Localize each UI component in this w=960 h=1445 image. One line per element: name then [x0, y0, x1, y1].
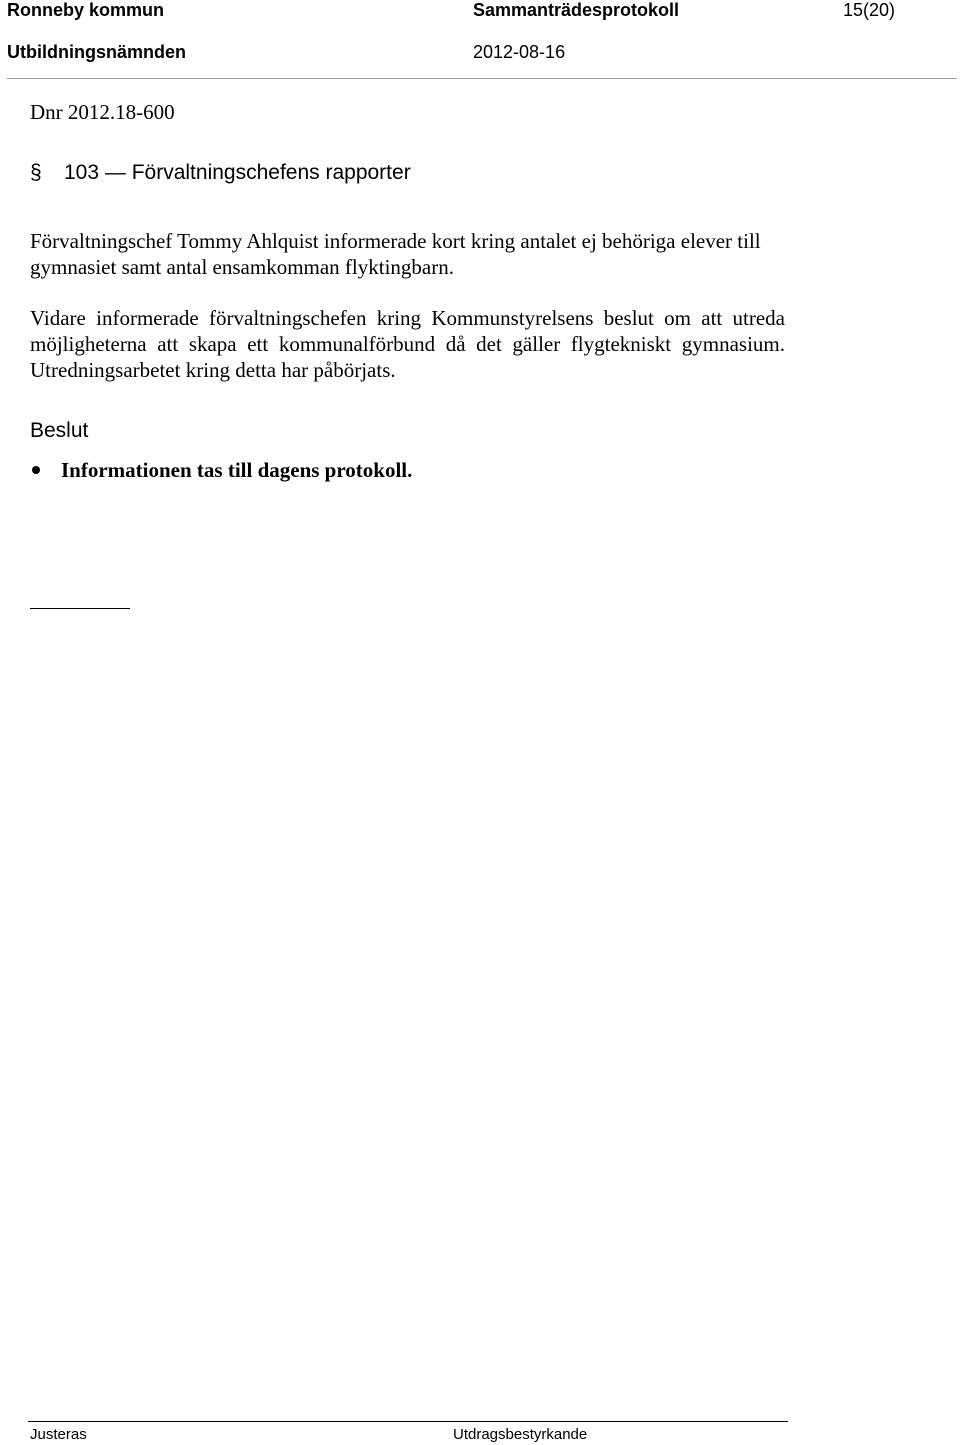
- section-end-rule: [30, 608, 130, 609]
- case-number: Dnr 2012.18-600: [30, 100, 175, 124]
- document-type: Sammanträdesprotokoll: [473, 0, 680, 20]
- paragraph-2: Vidare informerade förvaltningschefen kring Kommunstyrelsens beslut om att utreda möjligheterna att skapa ett kommunalförbund då det gäller flygtekniskt gymnasium. Utredningsarbetet kring detta har påbörjats.: [30, 306, 785, 382]
- header-row-1: [7, 0, 898, 24]
- page-number: 15(20): [843, 0, 896, 20]
- decision-item: [30, 458, 412, 483]
- paragraph-1: Förvaltningschef Tommy Ahlquist informerade kort kring antalet ej behöriga elever till gymnasiet samt antal ensamkomman flyktingbarn.: [30, 229, 761, 279]
- footer-justeras: Justeras: [30, 1426, 87, 1443]
- municipality-name: Ronneby kommun: [7, 0, 165, 20]
- section-heading: [30, 161, 411, 185]
- section-sign: §: [30, 161, 42, 184]
- footer-divider: [28, 1421, 788, 1422]
- header-row-2: [7, 42, 898, 66]
- footer-utdragsbestyrkande: Utdragsbestyrkande: [453, 1426, 588, 1443]
- meeting-date: 2012-08-16: [473, 42, 566, 62]
- decision-item-text: Informationen tas till dagens protokoll.: [61, 458, 413, 482]
- bullet-icon: [32, 466, 40, 474]
- decision-heading: Beslut: [30, 419, 89, 442]
- section-title: 103 — Förvaltningschefens rapporter: [64, 161, 411, 184]
- committee-name: Utbildningsnämnden: [7, 42, 186, 62]
- header-divider: [7, 78, 957, 79]
